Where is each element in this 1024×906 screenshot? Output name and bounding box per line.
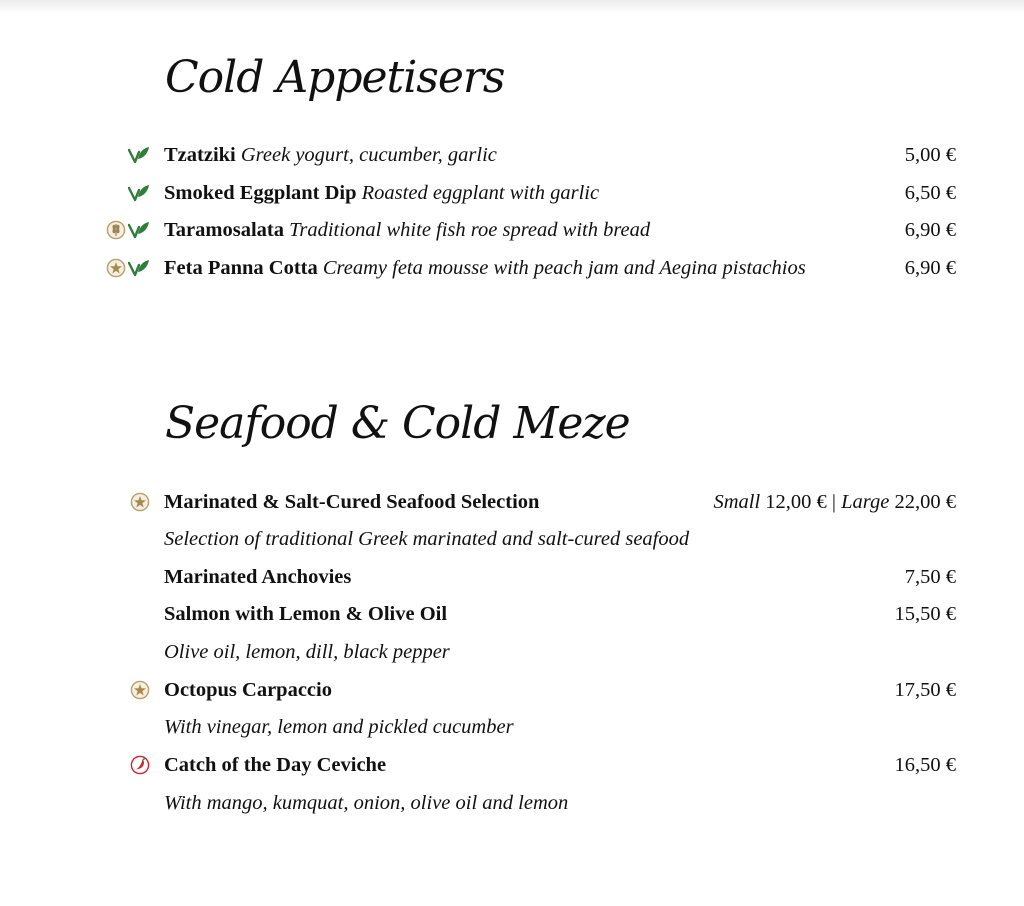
item-name: Feta Panna Cotta [164,257,318,279]
gluten-wheat-icon [106,220,126,240]
signature-star-icon [130,680,150,700]
menu-item-description-row [0,710,1024,744]
item-description: Roasted eggplant with garlic [361,182,600,204]
item-price: 7,50 € [904,566,956,588]
price-separator: | [831,491,837,513]
menu-item-taramosalata [0,213,1024,247]
item-name: Marinated Anchovies [164,566,352,588]
menu-item-salmon-lemon-olive-oil [0,597,1024,631]
item-description: Selection of traditional Greek marinated and salt-cured seafood [164,528,690,550]
item-price: 17,50 € [894,679,956,701]
item-price: 6,50 € [904,182,956,204]
item-name: Salmon with Lemon & Olive Oil [164,603,448,625]
item-description: Traditional white fish roe spread with bread [289,219,651,241]
item-price: 16,50 € [894,754,956,776]
item-name: Marinated & Salt-Cured Seafood Selection [164,491,540,513]
vegetarian-leaf-icon [128,258,150,278]
item-price: 6,90 € [904,219,956,241]
item-price-sizes [713,485,956,519]
menu-item-description-row [0,522,1024,556]
item-name: Tzatziki [164,144,236,166]
menu-item-description-row [0,786,1024,820]
price-small: 12,00 € [765,491,827,513]
item-name: Octopus Carpaccio [164,679,332,701]
item-price: 5,00 € [904,144,956,166]
item-name: Smoked Eggplant Dip [164,182,357,204]
menu-item-catch-of-the-day-ceviche [0,748,1024,782]
item-description: With mango, kumquat, onion, olive oil and lemon [164,792,569,814]
vegetarian-leaf-icon [128,183,150,203]
vegetarian-leaf-icon [128,220,150,240]
item-name: Catch of the Day Ceviche [164,754,387,776]
menu-item-marinated-salt-cured-seafood [0,485,1024,519]
item-description: With vinegar, lemon and pickled cucumber [164,716,514,738]
menu-item-smoked-eggplant-dip [0,176,1024,210]
section-title-seafood-cold-meze: Seafood & Cold Meze [165,398,630,449]
section-title-cold-appetisers: Cold Appetisers [165,52,505,103]
price-large: 22,00 € [894,491,956,513]
menu-item-description-row [0,635,1024,669]
price-small-label: Small [713,491,761,513]
item-price: 15,50 € [894,603,956,625]
top-shadow [0,0,1024,14]
menu-item-tzatziki [0,138,1024,172]
signature-star-icon [106,258,126,278]
menu-item-marinated-anchovies [0,560,1024,594]
item-description: Greek yogurt, cucumber, garlic [240,144,497,166]
item-description: Olive oil, lemon, dill, black pepper [164,641,450,663]
item-name: Taramosalata [164,219,284,241]
price-large-label: Large [841,491,890,513]
signature-star-icon [130,492,150,512]
item-price: 6,90 € [904,257,956,279]
menu-item-feta-panna-cotta [0,251,1024,285]
vegetarian-leaf-icon [128,145,150,165]
item-description: Creamy feta mousse with peach jam and Aegina pistachios [322,257,806,279]
menu-item-octopus-carpaccio [0,673,1024,707]
spicy-chili-icon [130,755,150,775]
